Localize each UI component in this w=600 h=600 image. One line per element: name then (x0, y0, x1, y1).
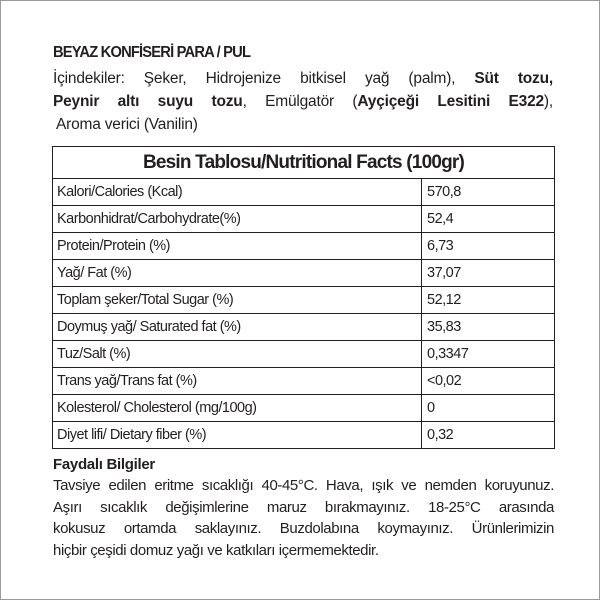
nutrient-label: Kalori/Calories (Kcal) (53, 179, 422, 206)
info-line: kokusuz ortamda saklayınız. Buzdolabına koymayınız. Ürünlerimizin (53, 520, 554, 537)
table-row (53, 287, 555, 314)
nutrient-label: Tuz/Salt (%) (53, 341, 422, 368)
table-row (53, 422, 555, 449)
info-text (53, 475, 554, 561)
ingredients-bold-part: Peynir altı suyu tozu (53, 93, 243, 110)
ingredients-text-part: ), (543, 93, 553, 110)
table-row (53, 206, 555, 233)
nutrient-label: Yağ/ Fat (%) (53, 260, 422, 287)
nutrient-value: 6,73 (422, 233, 555, 260)
ingredients-text-part: İçindekiler: Şeker, Hidrojenize bitkisel yağ (palm), (53, 70, 475, 87)
ingredients-text (53, 67, 553, 136)
table-row (53, 341, 555, 368)
nutrient-value: 52,12 (422, 287, 555, 314)
nutrient-label: Karbonhidrat/Carbohydrate(%) (53, 206, 422, 233)
nutrient-label: Trans yağ/Trans fat (%) (53, 368, 422, 395)
nutrient-value: <0,02 (422, 368, 555, 395)
nutrient-value: 52,4 (422, 206, 555, 233)
ingredients-text-part: , Emülgatör ( (242, 93, 358, 110)
nutrient-value: 570,8 (422, 179, 555, 206)
nutrient-value: 0 (422, 395, 555, 422)
table-row (53, 260, 555, 287)
nutrition-table-title: Besin Tablosu/Nutritional Facts (100gr) (53, 147, 555, 179)
nutrient-value: 35,83 (422, 314, 555, 341)
ingredients-bold-part: Süt tozu, (474, 70, 553, 87)
table-row (53, 233, 555, 260)
ingredients-line-1 (53, 67, 553, 90)
table-row (53, 314, 555, 341)
product-title: BEYAZ KONFİSERİ PARA / PUL (53, 44, 251, 61)
nutrient-label: Kolesterol/ Cholesterol (mg/100g) (53, 395, 422, 422)
nutrient-value: 37,07 (422, 260, 555, 287)
nutrient-label: Toplam şeker/Total Sugar (%) (53, 287, 422, 314)
info-line: hiçbir çeşidi domuz yağı ve katkıları içermemektedir. (53, 541, 379, 559)
nutrient-value: 0,32 (422, 422, 555, 449)
table-row (53, 395, 555, 422)
nutrient-label: Doymuş yağ/ Saturated fat (%) (53, 314, 422, 341)
info-heading: Faydalı Bilgiler (53, 456, 155, 473)
nutrient-value: 0,3347 (422, 341, 555, 368)
nutrient-label: Protein/Protein (%) (53, 233, 422, 260)
nutrition-table (52, 146, 555, 449)
info-line: Aşırı sıcaklık değişimlerine maruz bırakmayınız. 18-25°C arasında (53, 498, 554, 516)
nutrient-label: Diyet lifi/ Dietary fiber (%) (53, 422, 422, 449)
info-line: Tavsiye edilen eritme sıcaklığı 40-45°C. Hava, ışık ve nemden koruyunuz. (53, 477, 554, 494)
ingredients-line-3: Aroma verici (Vanilin) (56, 116, 198, 133)
ingredients-line-2 (53, 90, 553, 113)
table-row (53, 368, 555, 395)
ingredients-bold-part: Ayçiçeği Lesitini E322 (357, 93, 544, 110)
table-row (53, 179, 555, 206)
